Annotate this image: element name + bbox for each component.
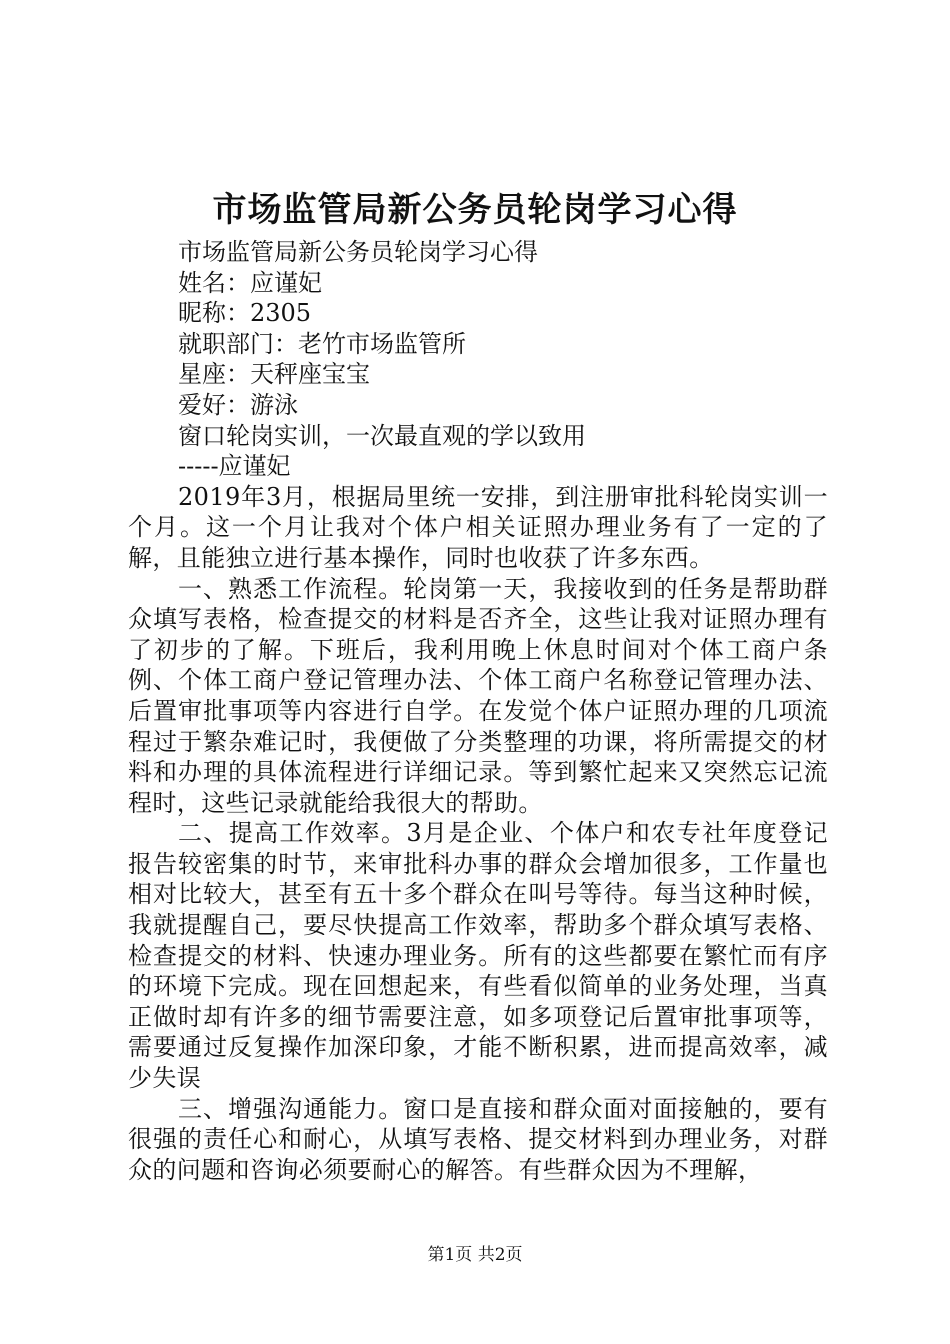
meta-line: 市场监管局新公务员轮岗学习心得 [178,238,538,266]
meta-line: -----应谨妃 [178,452,291,481]
meta-line: 昵称：2305 [178,299,312,328]
meta-line: 窗口轮岗实训，一次最直观的学以致用 [178,421,586,450]
meta-line: 姓名：应谨妃 [178,268,322,297]
document-title: 市场监管局新公务员轮岗学习心得 [212,190,738,230]
body-paragraph: 二、提高工作效率。3月是企业、个体户和农专社年度登记报告较密集的时节，来审批科办事的群众会增加很多，工作量也相对比较大，甚至有五十多个群众在叫号等待。每当这种时候，我就提醒自己，要尽快提高工作效率，帮助多个群众填写表格、检查提交的材料、快速办理业务。所有的这些都要在繁忙而有序的环境下完成。现在回想起来，有些看似简单的业务处理，当真正做时却有许多的细节需要注意，如多项登记后置审批事项等，需要通过反复操作加深印象，才能不断积累，进而提高效率，减少失误 [128,819,828,1093]
meta-line: 就职部门：老竹市场监管所 [178,329,466,358]
body-paragraph: 一、熟悉工作流程。轮岗第一天，我接收到的任务是帮助群众填写表格，检查提交的材料是否齐全，这些让我对证照办理有了初步的了解。下班后，我利用晚上休息时间对个体工商户条例、个体工商户登记管理办法、个体工商户名称登记管理办法、后置审批事项等内容进行自学。在发觉个体户证照办理的几项流程过于繁杂难记时，我便做了分类整理的功课，将所需提交的材料和办理的具体流程进行详细记录。等到繁忙起来又突然忘记流程时，这些记录就能给我很大的帮助。 [128,574,828,817]
document-body [128,237,828,1185]
page-number-footer: 第1页 共2页 [427,1245,523,1265]
meta-line: 星座：天秤座宝宝 [178,360,370,389]
meta-line: 爱好：游泳 [178,390,298,419]
body-paragraph: 三、增强沟通能力。窗口是直接和群众面对面接触的，要有很强的责任心和耐心，从填写表格、提交材料到办理业务，对群众的问题和咨询必须要耐心的解答。有些群众因为不理解， [128,1094,828,1184]
body-paragraph: 2019年3月，根据局里统一安排，到注册审批科轮岗实训一个月。这一个月让我对个体户相关证照办理业务有了一定的了解，且能独立进行基本操作，同时也收获了许多东西。 [128,482,828,572]
